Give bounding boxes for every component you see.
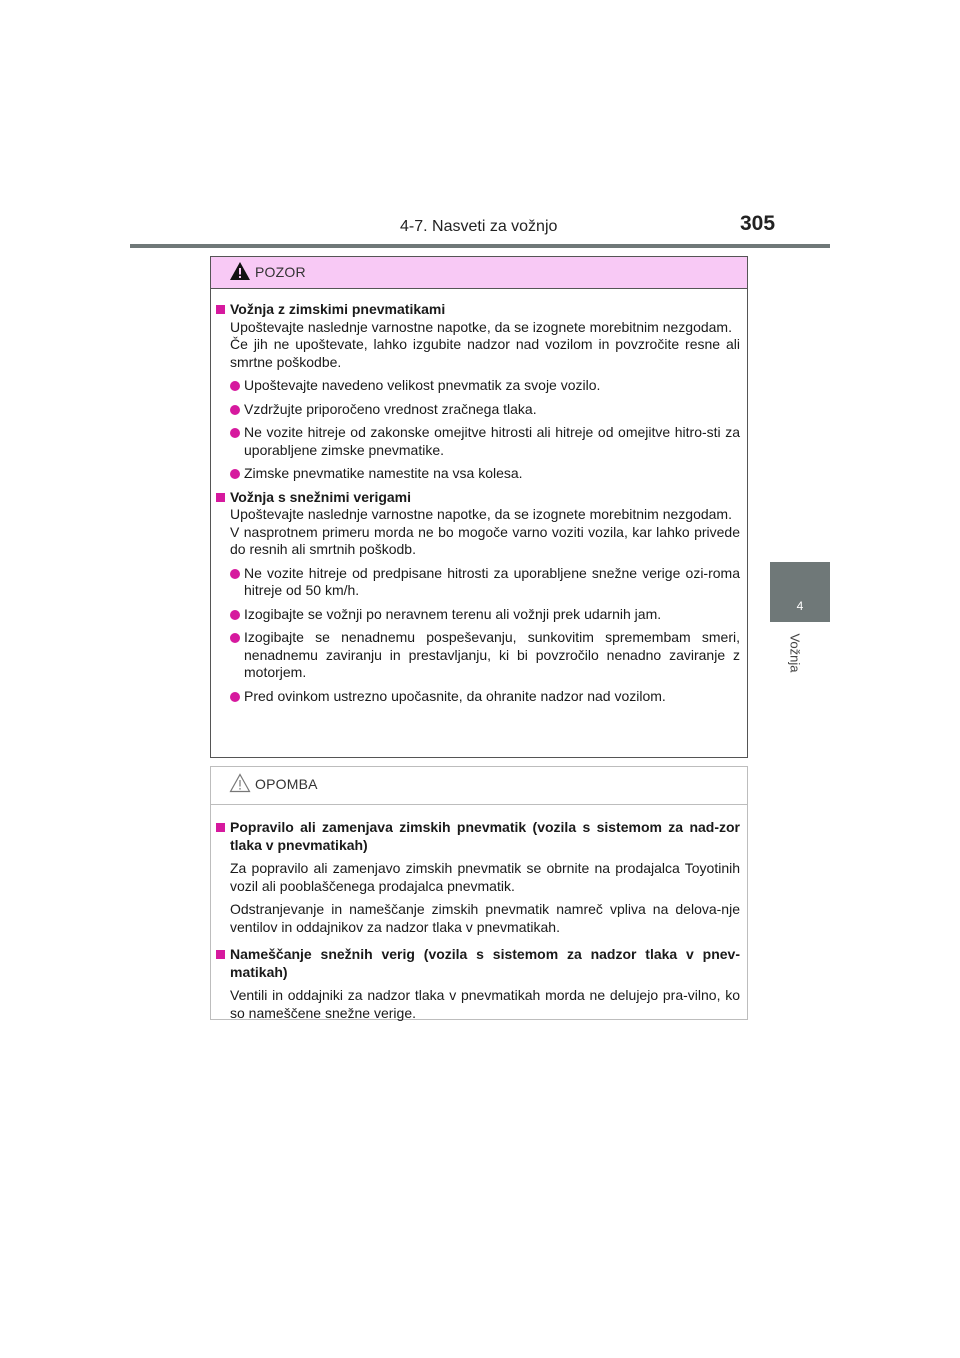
- caution-box: [210, 256, 748, 758]
- bullet-dot-icon: [230, 692, 240, 702]
- bullet-item: Izogibajte se nenadnemu pospeševanju, sunkovitim spremembam smeri, nenadnemu zaviranju in prestavljanju, ki bi povzročilo nenadno zaviranje z motorjem.: [215, 629, 740, 682]
- note-title: OPOMBA: [255, 776, 318, 792]
- paragraph: Upoštevajte naslednje varnostne napotke, da se izognete morebitnim nezgodam.: [230, 318, 732, 335]
- bullet-dot-icon: [230, 428, 240, 438]
- note-header: [211, 767, 747, 805]
- note-body: [211, 805, 747, 1022]
- section-heading: Vožnja z zimskimi pnevmatikami: [215, 301, 740, 319]
- bullet-item: Izogibajte se vožnji po neravnem terenu ali vožnji prek udarnih jam.: [215, 606, 740, 624]
- caution-body: [211, 289, 747, 705]
- square-marker-icon: [216, 950, 225, 959]
- chapter-number: 4: [796, 599, 804, 613]
- header-rule: [130, 244, 830, 248]
- paragraph: Ventili in oddajniki za nadzor tlaka v pnevmatikah morda ne delujejo pra-vilno, ko so nameščene snežne verige.: [230, 987, 740, 1021]
- bullet-item: Ne vozite hitreje od predpisane hitrosti za uporabljene snežne verige ozi-roma hitreje od 50 km/h.: [215, 565, 740, 600]
- paragraph: Za popravilo ali zamenjavo zimskih pnevmatik se obrnite na prodajalca Toyotinih vozil ali pooblaščenega prodajalca pnevmatik.: [230, 860, 740, 894]
- section-heading: Nameščanje snežnih verig (vozila s sistemom za nadzor tlaka v pnev-matikah): [215, 946, 740, 981]
- paragraph: Če jih ne upoštevate, lahko izgubite nadzor nad vozilom in povzročite resne ali smrtne poškodbe.: [230, 336, 740, 370]
- bullet-item: Vzdržujte priporočeno vrednost zračnega tlaka.: [215, 401, 740, 419]
- chapter-tab: [770, 562, 830, 622]
- warning-icon: [229, 261, 251, 281]
- paragraph: V nasprotnem primeru morda ne bo mogoče varno voziti vozila, kar lahko privede do resnih ali smrtnih poškodb.: [230, 523, 740, 557]
- bullet-item: Pred ovinkom ustrezno upočasnite, da ohranite nadzor nad vozilom.: [215, 688, 740, 706]
- paragraph: Upoštevajte naslednje varnostne napotke, da se izognete morebitnim nezgodam.: [230, 506, 732, 522]
- page-number: 305: [740, 212, 776, 235]
- bullet-item: Upoštevajte navedeno velikost pnevmatik za svoje vozilo.: [215, 377, 740, 395]
- caution-title: POZOR: [255, 264, 306, 280]
- bullet-dot-icon: [230, 633, 240, 643]
- bullet-item: Ne vozite hitreje od zakonske omejitve hitrosti ali hitreje od omejitve hitro-sti za uporabljene zimske pnevmatike.: [215, 424, 740, 459]
- chapter-label: Vožnja: [787, 633, 803, 673]
- bullet-dot-icon: [230, 469, 240, 479]
- caution-header: [211, 257, 747, 289]
- chapter-label-container: [783, 628, 807, 678]
- square-marker-icon: [216, 823, 225, 832]
- paragraph: Odstranjevanje in nameščanje zimskih pnevmatik namreč vpliva na delova-nje ventilov in oddajnikov za nadzor tlaka v pnevmatikah.: [230, 901, 740, 935]
- bullet-item: Zimske pnevmatike namestite na vsa kolesa.: [215, 465, 740, 483]
- section-heading: Popravilo ali zamenjava zimskih pnevmatik (vozila s sistemom za nad-zor tlaka v pnevmatikah): [215, 819, 740, 854]
- bullet-dot-icon: [230, 405, 240, 415]
- note-box: [210, 766, 748, 1020]
- bullet-dot-icon: [230, 569, 240, 579]
- bullet-dot-icon: [230, 610, 240, 620]
- square-marker-icon: [216, 305, 225, 314]
- section-title: 4-7. Nasveti za vožnjo: [400, 218, 558, 235]
- bullet-dot-icon: [230, 381, 240, 391]
- square-marker-icon: [216, 493, 225, 502]
- warning-outline-icon: [229, 773, 251, 793]
- section-heading: Vožnja s snežnimi verigami: [215, 489, 740, 507]
